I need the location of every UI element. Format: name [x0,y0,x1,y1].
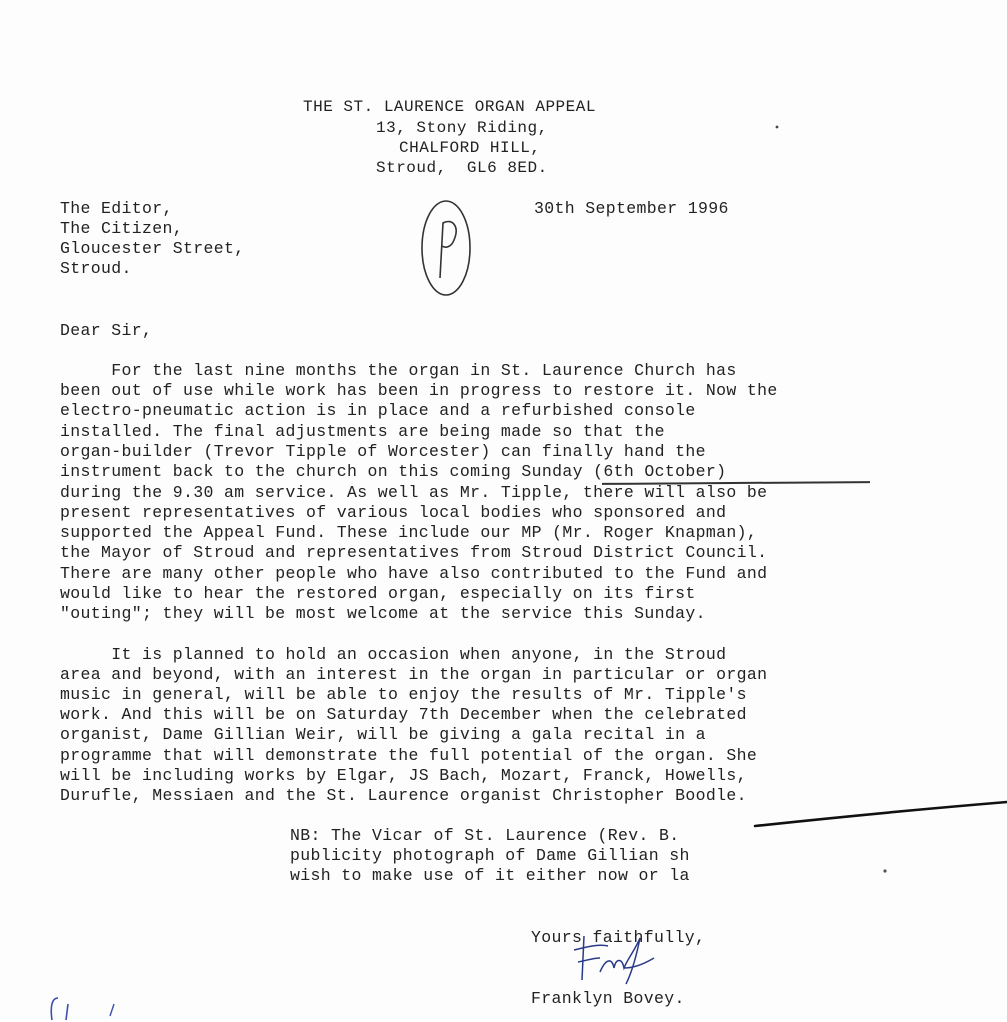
paragraph-1-line-9: supported the Appeal Fund. These include our MP (Mr. Roger Knapman), [60,523,758,542]
signatory-name: Franklyn Bovey. [531,989,685,1008]
recipient-line-3: Gloucester Street, [60,239,245,258]
signature-icon [570,928,660,988]
note-line-3: wish to make use of it either now or la [290,866,690,885]
paragraph-1-line-7: during the 9.30 am service. As well as Mr. Tipple, there will also be [60,483,768,502]
closing: Yours faithfully, [531,928,706,947]
recipient-line-2: The Citizen, [60,219,184,238]
salutation: Dear Sir, [60,321,153,340]
paragraph-1-line-8: present representatives of various local bodies who sponsored and [60,503,727,522]
paragraph-2-line-5: organist, Dame Gillian Weir, will be giving a gala recital in a [60,725,706,744]
paragraph-1-line-3: electro-pneumatic action is in place and a refurbished console [60,401,696,420]
paragraph-1-line-13: "outing"; they will be most welcome at the service this Sunday. [60,604,706,623]
paragraph-1-line-1: For the last nine months the organ in St. Laurence Church has [60,361,737,380]
paragraph-1-line-11: There are many other people who have also contributed to the Fund and [60,564,768,583]
paragraph-2-line-6: programme that will demonstrate the full potential of the organ. She [60,746,758,765]
paragraph-1-line-5: organ-builder (Trevor Tipple of Worcester) can finally hand the [60,442,706,461]
letterhead-street: 13, Stony Riding, [376,119,548,137]
paragraph-2-line-1: It is planned to hold an occasion when anyone, in the Stroud [60,645,727,664]
paragraph-2-line-2: area and beyond, with an interest in the organ in particular or organ [60,665,768,684]
letterhead-locality: CHALFORD HILL, [399,139,541,157]
letterhead-org: THE ST. LAURENCE ORGAN APPEAL [303,98,596,116]
recipient-line-1: The Editor, [60,199,173,218]
blue-pen-marks [44,992,124,1022]
note-line-1: NB: The Vicar of St. Laurence (Rev. B. [290,826,680,845]
note-line-2: publicity photograph of Dame Gillian sh [290,846,690,865]
recipient-line-4: Stroud. [60,259,132,278]
paragraph-2-line-7: will be including works by Elgar, JS Bach, Mozart, Franck, Howells, [60,766,747,785]
paragraph-1-line-6: instrument back to the church on this coming Sunday (6th October) [60,462,727,481]
paper-speck [882,868,888,874]
pen-stroke-mark [750,796,1007,836]
handwritten-p-mark-icon [416,198,476,298]
paragraph-2-line-4: work. And this will be on Saturday 7th December when the celebrated [60,705,747,724]
paper-speck [774,124,780,130]
paragraph-2-line-3: music in general, will be able to enjoy the results of Mr. Tipple's [60,685,747,704]
paragraph-1-line-12: would like to hear the restored organ, especially on its first [60,584,696,603]
paragraph-1-line-4: installed. The final adjustments are being made so that the [60,422,665,441]
paragraph-2-line-8: Durufle, Messiaen and the St. Laurence organist Christopher Boodle. [60,786,747,805]
letter-date: 30th September 1996 [534,199,729,218]
paragraph-1-line-10: the Mayor of Stroud and representatives from Stroud District Council. [60,543,768,562]
paragraph-1-line-2: been out of use while work has been in progress to restore it. Now the [60,381,778,400]
letterhead-town: Stroud, GL6 8ED. [376,159,548,177]
